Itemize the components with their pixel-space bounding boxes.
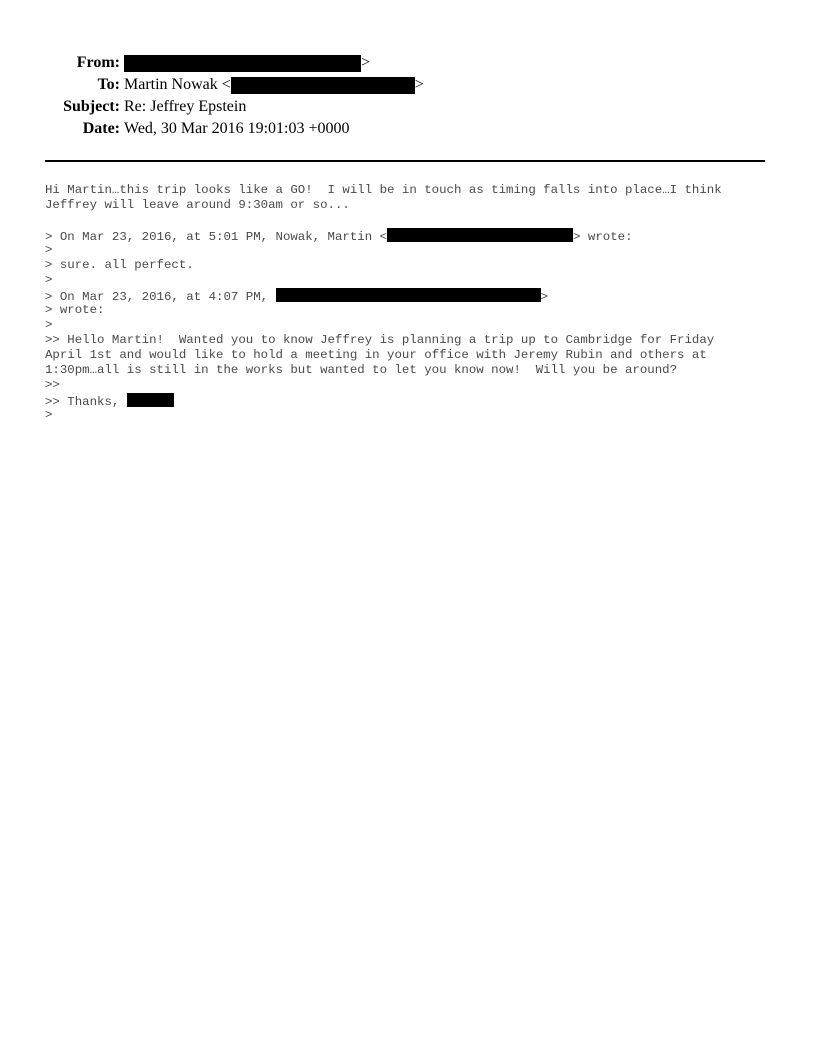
body-line: Jeffrey will leave around 9:30am or so... <box>45 198 350 212</box>
redaction-box <box>231 77 415 94</box>
redaction-box <box>124 55 361 72</box>
quoted-line: 1:30pm…all is still in the works but wanted to let you know now! Will you be around? <box>45 363 678 377</box>
quoted-line <box>45 393 775 408</box>
date-label: Date: <box>82 120 120 137</box>
quoted-line: > sure. all perfect. <box>45 258 194 272</box>
to-name: Martin Nowak < <box>124 76 231 93</box>
redaction-box <box>276 288 541 302</box>
quote-text: > On Mar 23, 2016, at 4:07 PM, <box>45 290 276 304</box>
to-close: > <box>414 76 424 93</box>
from-row <box>0 52 816 74</box>
quoted-line: >> <box>45 378 60 392</box>
quoted-line: April 1st and would like to hold a meeting in your office with Jeremy Rubin and others at <box>45 348 707 362</box>
date-row <box>0 118 816 140</box>
from-close: > <box>361 54 371 71</box>
to-label: To: <box>97 76 120 93</box>
from-label: From: <box>76 54 120 71</box>
from-value <box>124 52 370 74</box>
subject-row <box>0 96 816 118</box>
quoted-line: > <box>45 318 53 332</box>
quoted-line: > <box>45 243 53 257</box>
subject-value: Re: Jeffrey Epstein <box>124 98 247 115</box>
quoted-line: >> Hello Martin! Wanted you to know Jeffrey is planning a trip up to Cambridge for Friday <box>45 333 715 347</box>
subject-label: Subject: <box>63 98 120 115</box>
redaction-box <box>127 393 174 407</box>
body-line: Hi Martin…this trip looks like a GO! I will be in touch as timing falls into place…I think <box>45 183 722 197</box>
quoted-line: > <box>45 408 53 422</box>
quote-text: > On Mar 23, 2016, at 5:01 PM, Nowak, Martin < <box>45 230 388 244</box>
blank-line <box>45 213 775 228</box>
quote-text: > wrote: <box>573 230 633 244</box>
quoted-line: > <box>45 273 53 287</box>
to-value <box>124 74 424 96</box>
to-row <box>0 74 816 96</box>
quote-text: >> Thanks, <box>45 395 127 409</box>
email-header <box>0 52 816 140</box>
header-divider <box>45 160 765 162</box>
quote-text: > <box>540 290 548 304</box>
date-value: Wed, 30 Mar 2016 19:01:03 +0000 <box>124 120 350 137</box>
email-body <box>45 183 775 423</box>
quoted-line <box>45 288 775 303</box>
quoted-line <box>45 228 775 243</box>
quoted-line: > wrote: <box>45 303 105 317</box>
redaction-box <box>387 228 573 242</box>
